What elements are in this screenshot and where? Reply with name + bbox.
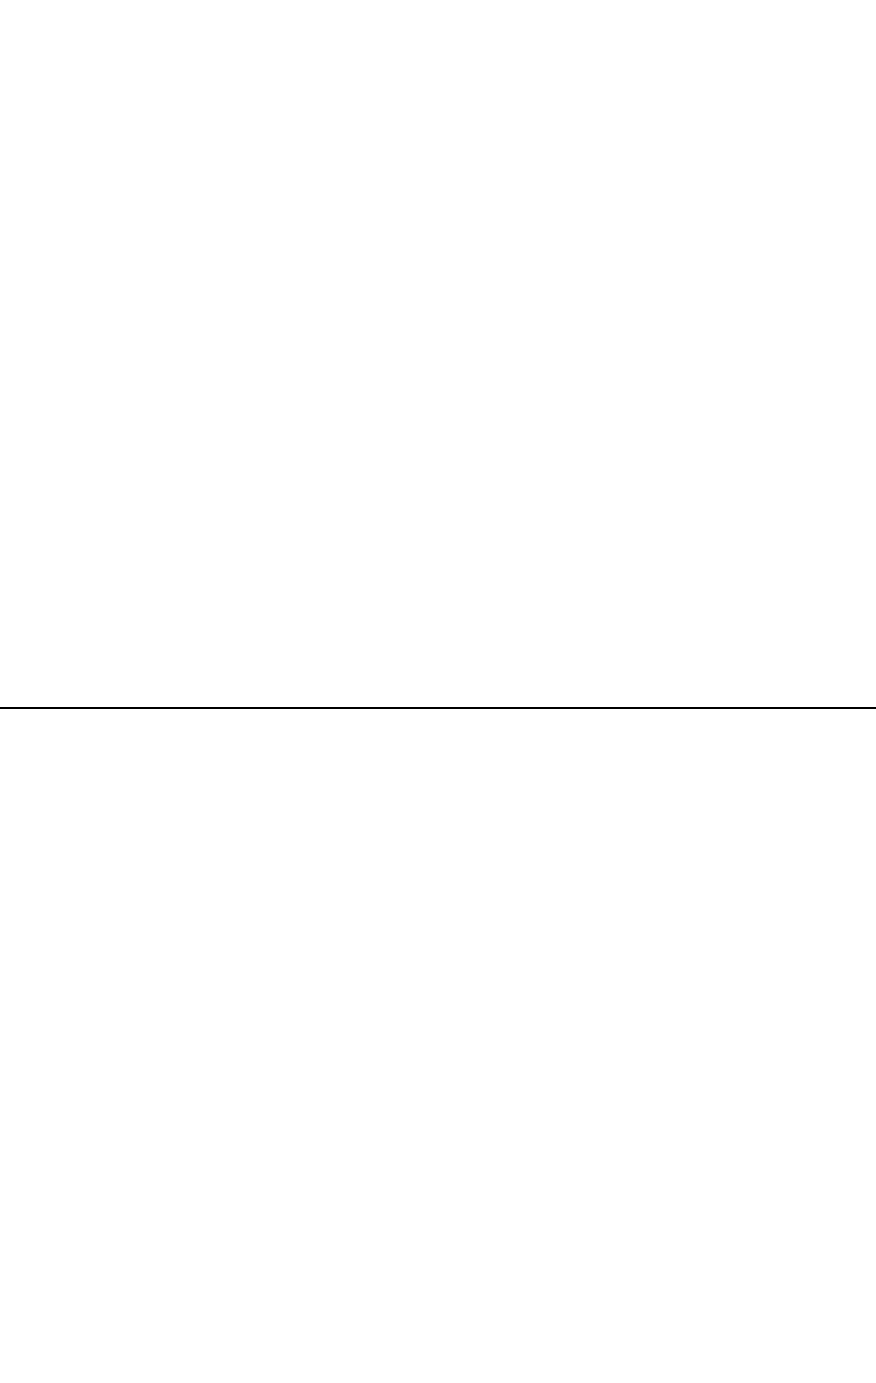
home-service-guide-banner: [0, 655, 876, 695]
section-label: [857, 8, 866, 20]
service-guide-columns: [0, 712, 876, 1383]
page-header: [0, 4, 876, 22]
dateline: [300, 8, 306, 20]
classifieds-top: [0, 22, 876, 652]
deadline-line: [0, 695, 876, 709]
